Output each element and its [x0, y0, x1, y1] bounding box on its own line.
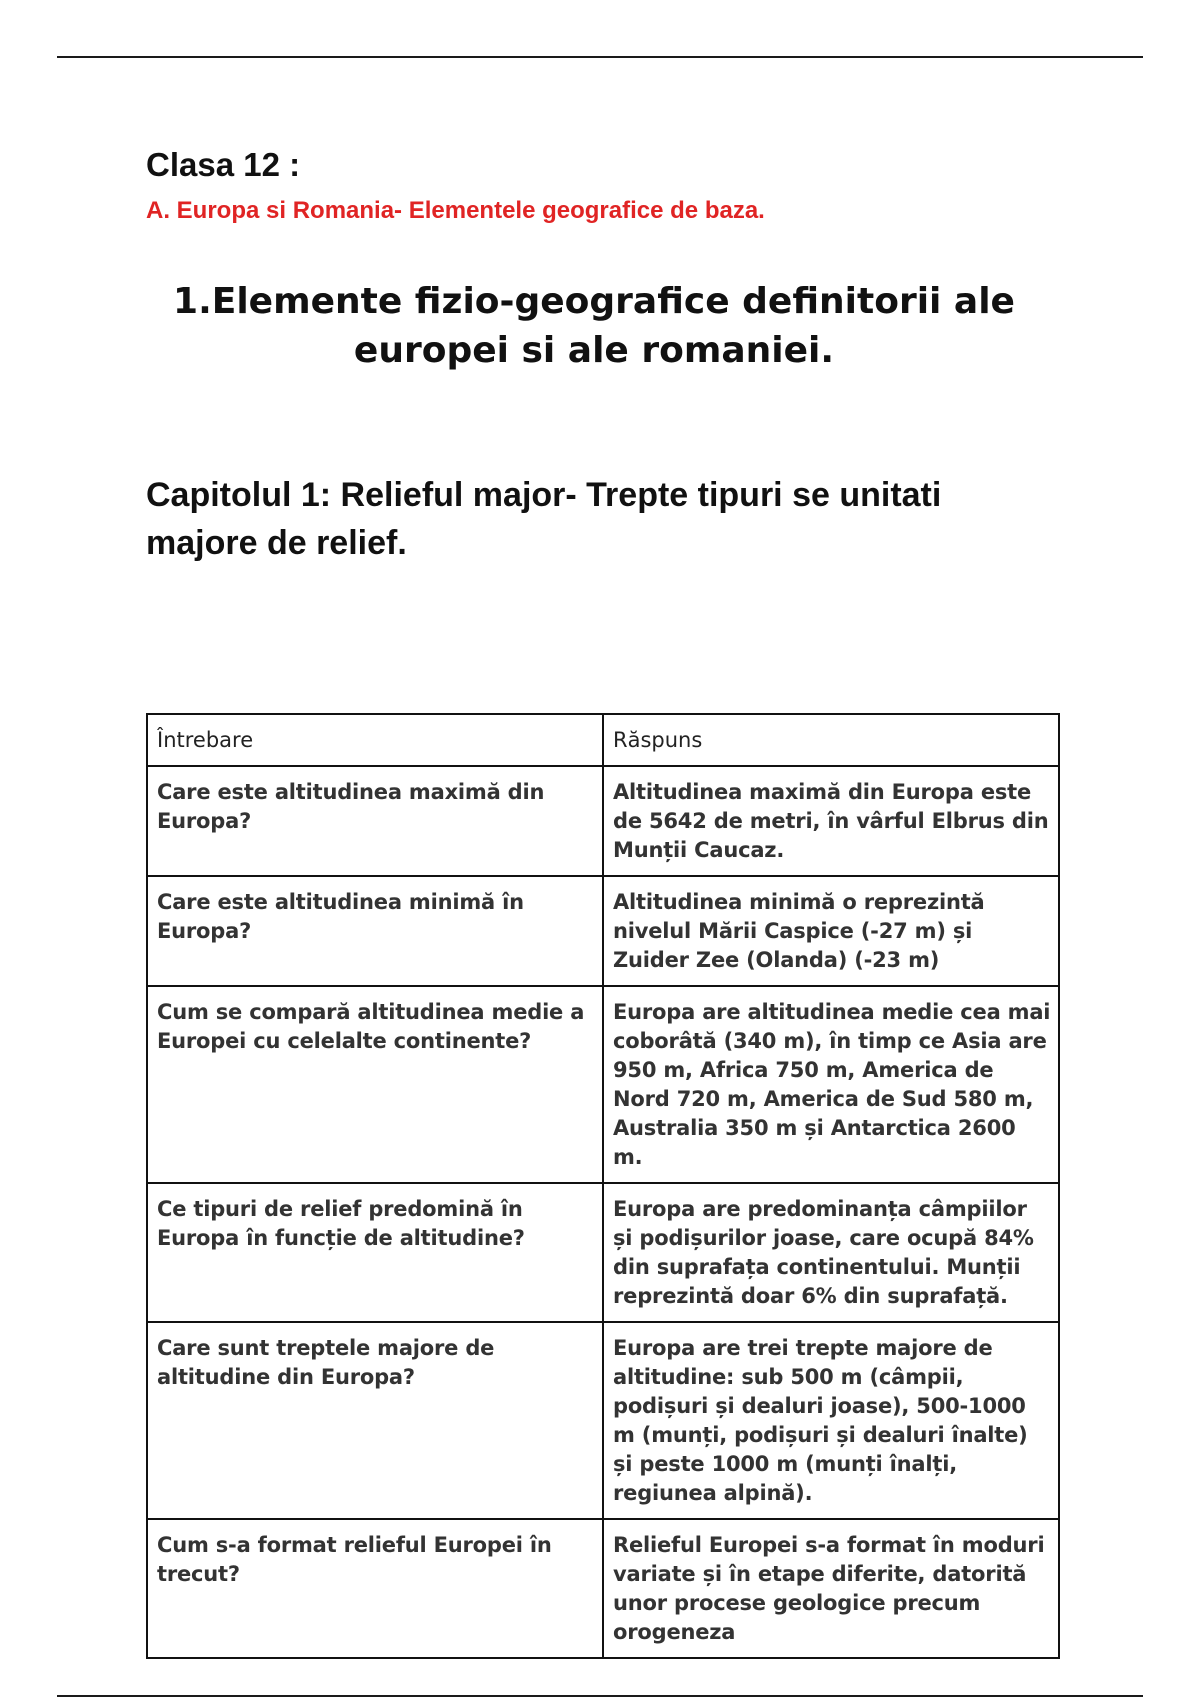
answer-cell: Europa are trei trepte majore de altitudine: sub 500 m (câmpii, podișuri și dealuri joase), 500-1000 m (munți, podișuri și dealuri înalte) și peste 1000 m (munți înalți, regiunea alpină).: [603, 1322, 1059, 1519]
answer-cell: Europa are altitudinea medie cea mai coborâtă (340 m), în timp ce Asia are 950 m, Africa 750 m, America de Nord 720 m, America de Sud 580 m, Australia 350 m și Antarctica 2600 m.: [603, 986, 1059, 1183]
bottom-divider: [57, 1695, 1143, 1697]
answer-cell: Altitudinea maximă din Europa este de 5642 de metri, în vârful Elbrus din Munții Caucaz.: [603, 766, 1059, 876]
chapter-heading-line-1: Capitolul 1: Relieful major- Trepte tipuri se unitati: [146, 476, 942, 514]
table-row: [147, 1519, 1059, 1658]
chapter-heading: [146, 471, 1046, 567]
main-heading: [146, 277, 1042, 375]
question-cell: Care sunt treptele majore de altitudine din Europa?: [147, 1322, 603, 1519]
table-row: [147, 986, 1059, 1183]
answer-column-header: Răspuns: [603, 714, 1059, 766]
chapter-heading-line-2: majore de relief.: [146, 524, 407, 562]
table-row: [147, 1322, 1059, 1519]
question-cell: Cum se compară altitudinea medie a Europei cu celelalte continente?: [147, 986, 603, 1183]
class-title: Clasa 12 :: [146, 146, 301, 183]
main-heading-line-1: 1.Elemente fizio-geografice definitorii ale: [173, 281, 1015, 322]
question-column-header: Întrebare: [147, 714, 603, 766]
answer-cell: Europa are predominanța câmpiilor și podișurilor joase, care ocupă 84% din suprafața continentului. Munții reprezintă doar 6% din suprafață.: [603, 1183, 1059, 1322]
table-row: [147, 876, 1059, 986]
question-cell: Care este altitudinea minimă în Europa?: [147, 876, 603, 986]
section-title: A. Europa si Romania- Elementele geografice de baza.: [146, 197, 765, 224]
question-cell: Ce tipuri de relief predomină în Europa în funcție de altitudine?: [147, 1183, 603, 1322]
qa-table: [146, 713, 1060, 1659]
top-divider: [57, 56, 1143, 58]
answer-cell: Relieful Europei s-a format în moduri variate și în etape diferite, datorită unor procese geologice precum orogeneza: [603, 1519, 1059, 1658]
table-header-row: [147, 714, 1059, 766]
table-row: [147, 766, 1059, 876]
question-cell: Care este altitudinea maximă din Europa?: [147, 766, 603, 876]
question-cell: Cum s-a format relieful Europei în trecut?: [147, 1519, 603, 1658]
answer-cell: Altitudinea minimă o reprezintă nivelul Mării Caspice (-27 m) și Zuider Zee (Olanda) (-23 m): [603, 876, 1059, 986]
table-row: [147, 1183, 1059, 1322]
main-heading-line-2: europei si ale romaniei.: [353, 330, 835, 371]
